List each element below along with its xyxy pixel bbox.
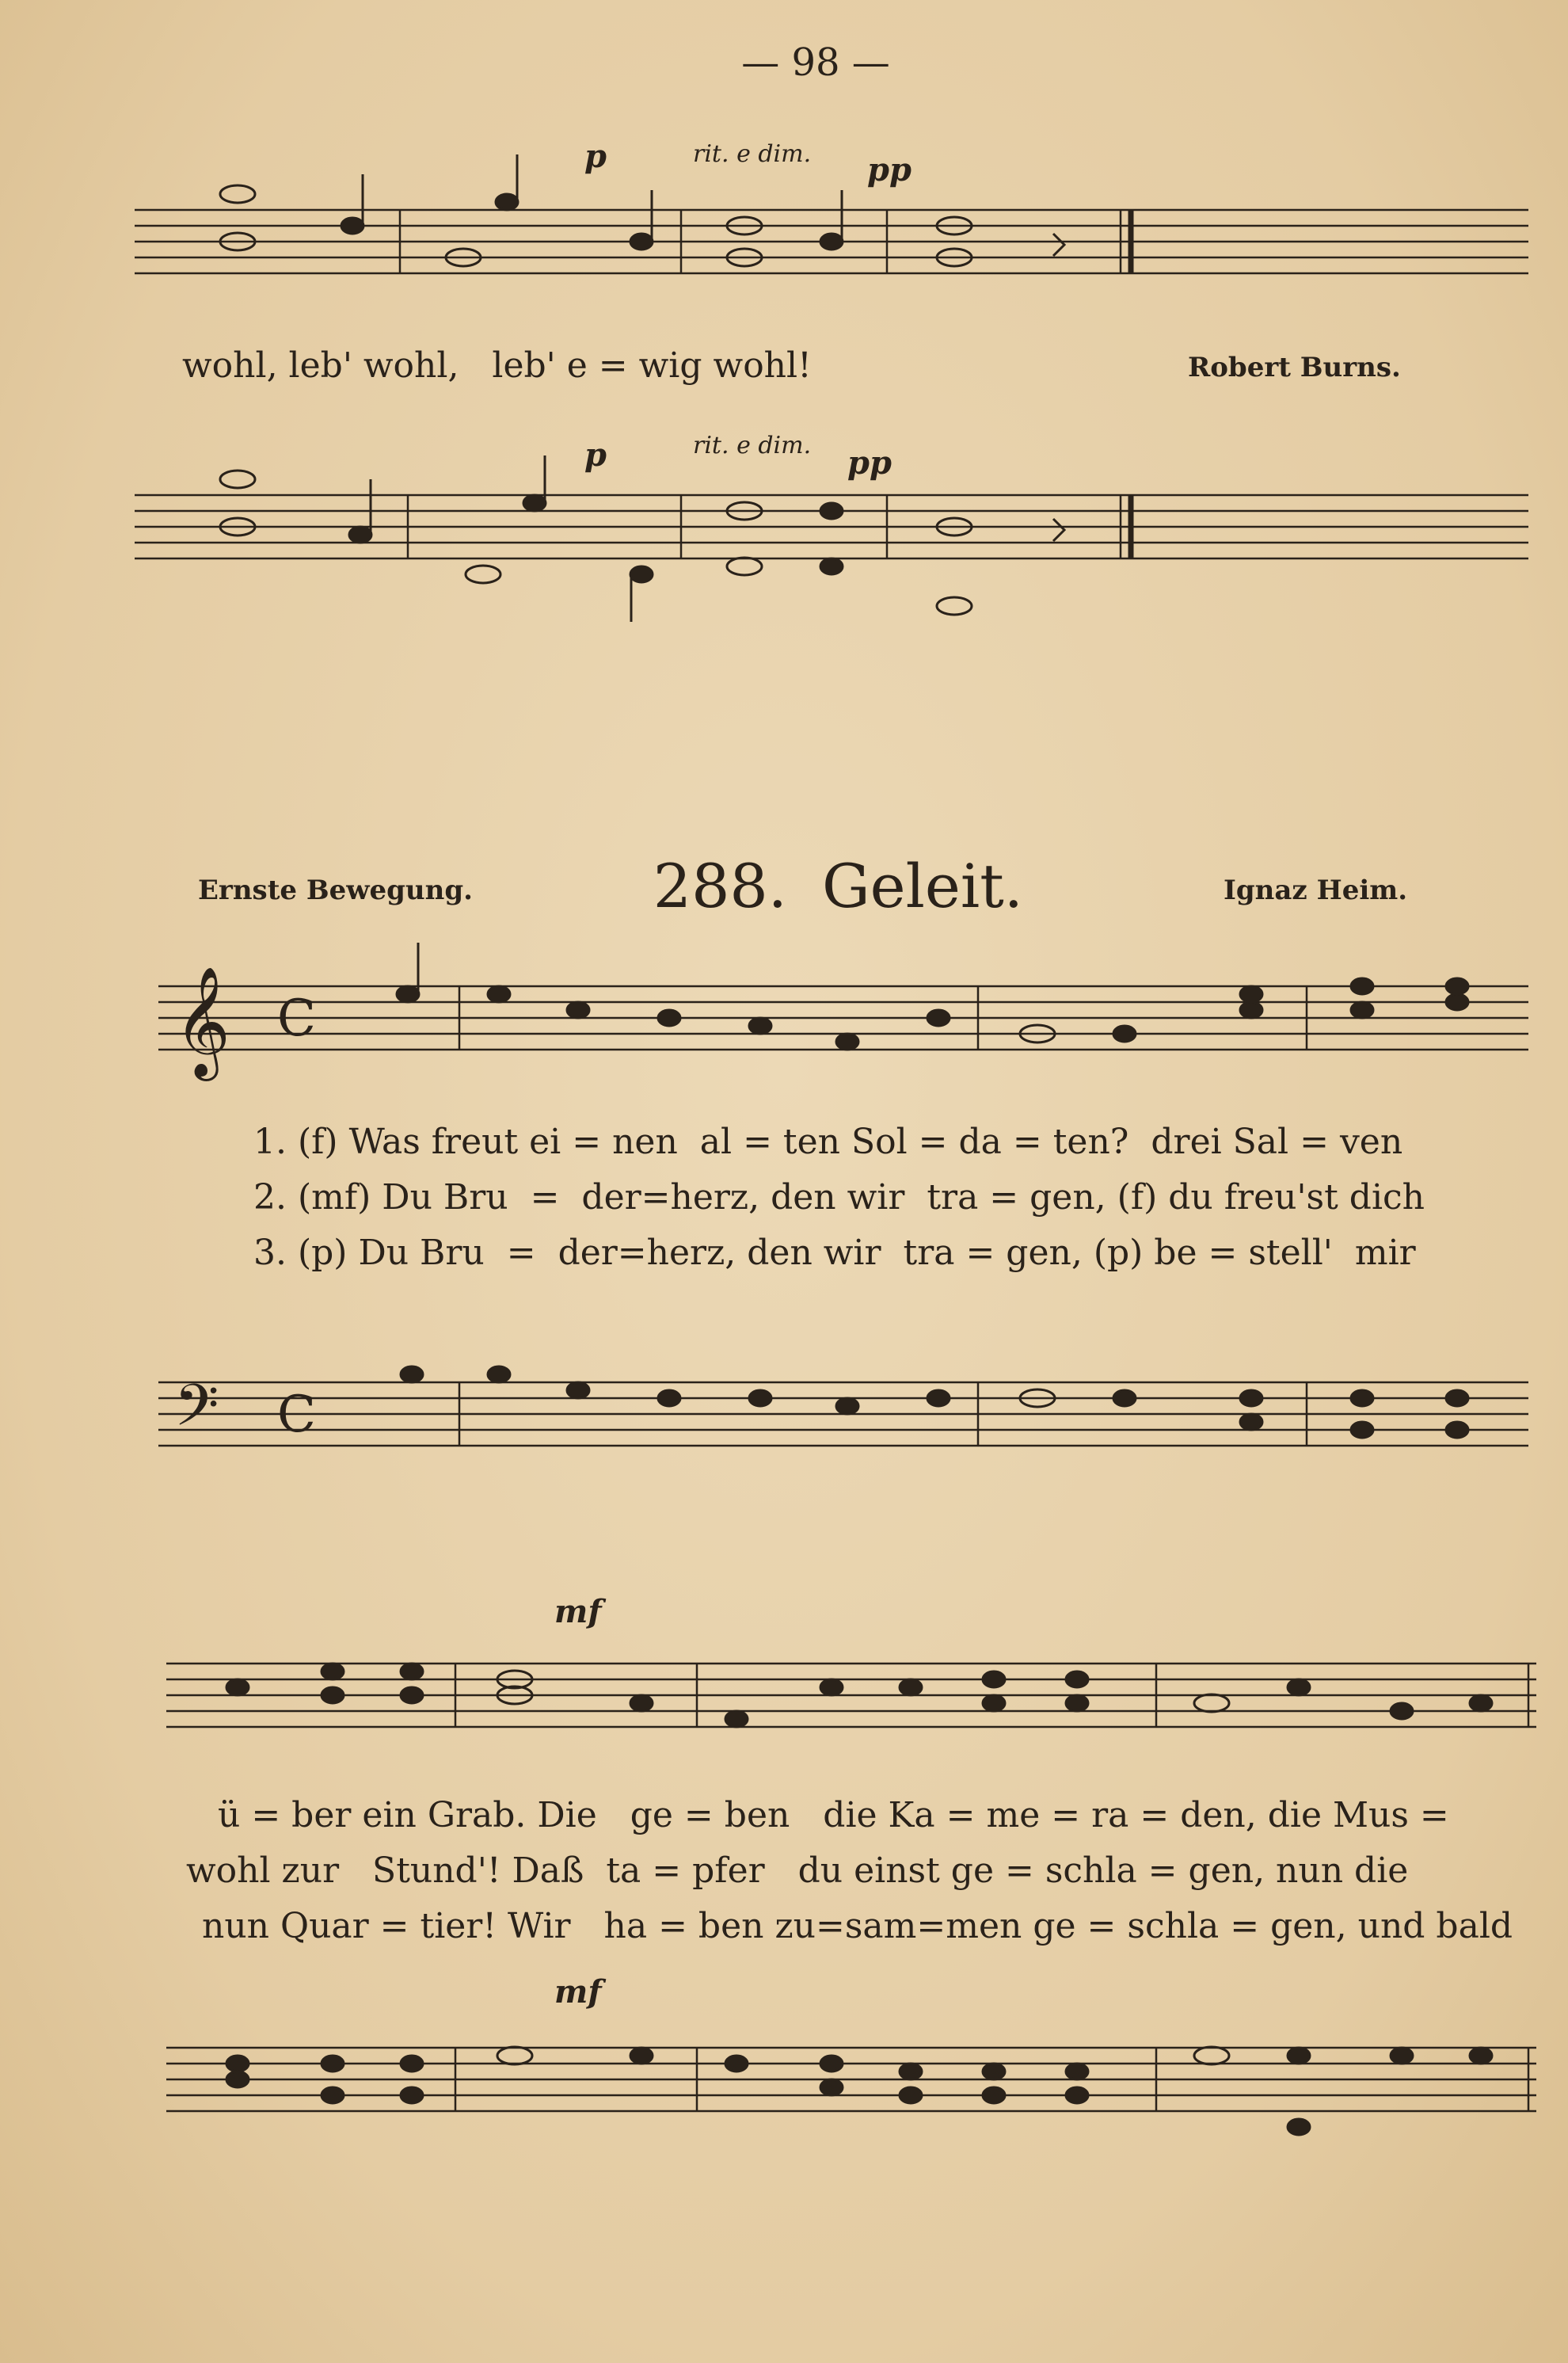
author-credit: Robert Burns. [1188, 352, 1401, 383]
system2-treble-staff [166, 1656, 1536, 1751]
dynamic-pp-lower: pp [847, 444, 892, 482]
ritardando-marking: rit. e dim. [693, 140, 812, 168]
song-number: 288. [653, 851, 787, 921]
song-title: Geleit. [821, 851, 1023, 921]
system1-bass-staff [158, 1371, 1528, 1469]
dynamic-p-lower: p [584, 436, 607, 474]
system1-lyrics-verse3: 3. (p) Du Bru = der=herz, den wir tra = gen, (p) be = stell' mir [253, 1233, 1416, 1273]
time-signature: C [277, 989, 316, 1048]
svg-text:𝄢: 𝄢 [174, 1371, 219, 1453]
ritardando-marking-lower: rit. e dim. [693, 432, 812, 459]
tempo-marking: Ernste Bewegung. [198, 875, 473, 906]
prev-lower-staff [135, 487, 1528, 614]
dynamic-pp: pp [867, 151, 911, 189]
svg-text:𝄞: 𝄞 [174, 966, 230, 1077]
prev-lyrics: wohl, leb' wohl, leb' e = wig wohl! [182, 345, 812, 386]
system2-lyrics-verse3: nun Quar = tier! Wir ha = ben zu=sam=men ge = schla = gen, und bald [202, 1906, 1513, 1946]
prev-upper-staff [135, 202, 1528, 297]
dynamic-mf: mf [554, 1593, 602, 1630]
dynamic-mf-lower: mf [554, 1973, 602, 2010]
page-number: — 98 — [741, 40, 890, 85]
song-heading [554, 796, 1045, 977]
system1-treble-staff [158, 966, 1528, 1077]
system2-lyrics-verse2: wohl zur Stund'! Daß ta = pfer du einst ge = schla = gen, nun die [186, 1850, 1409, 1891]
system1-lyrics-verse2: 2. (mf) Du Bru = der=herz, den wir tra = gen, (f) du freu'st dich [253, 1177, 1425, 1218]
system2-bass-staff [166, 2040, 1536, 2135]
dynamic-p: p [584, 138, 607, 175]
svg-text:C: C [277, 1385, 316, 1444]
system1-lyrics-verse1: 1. (f) Was freut ei = nen al = ten Sol = da = ten? drei Sal = ven [253, 1122, 1403, 1162]
system2-lyrics-verse1: ü = ber ein Grab. Die ge = ben die Ka = me = ra = den, die Mus = [218, 1795, 1449, 1835]
composer-credit: Ignaz Heim. [1224, 875, 1408, 906]
